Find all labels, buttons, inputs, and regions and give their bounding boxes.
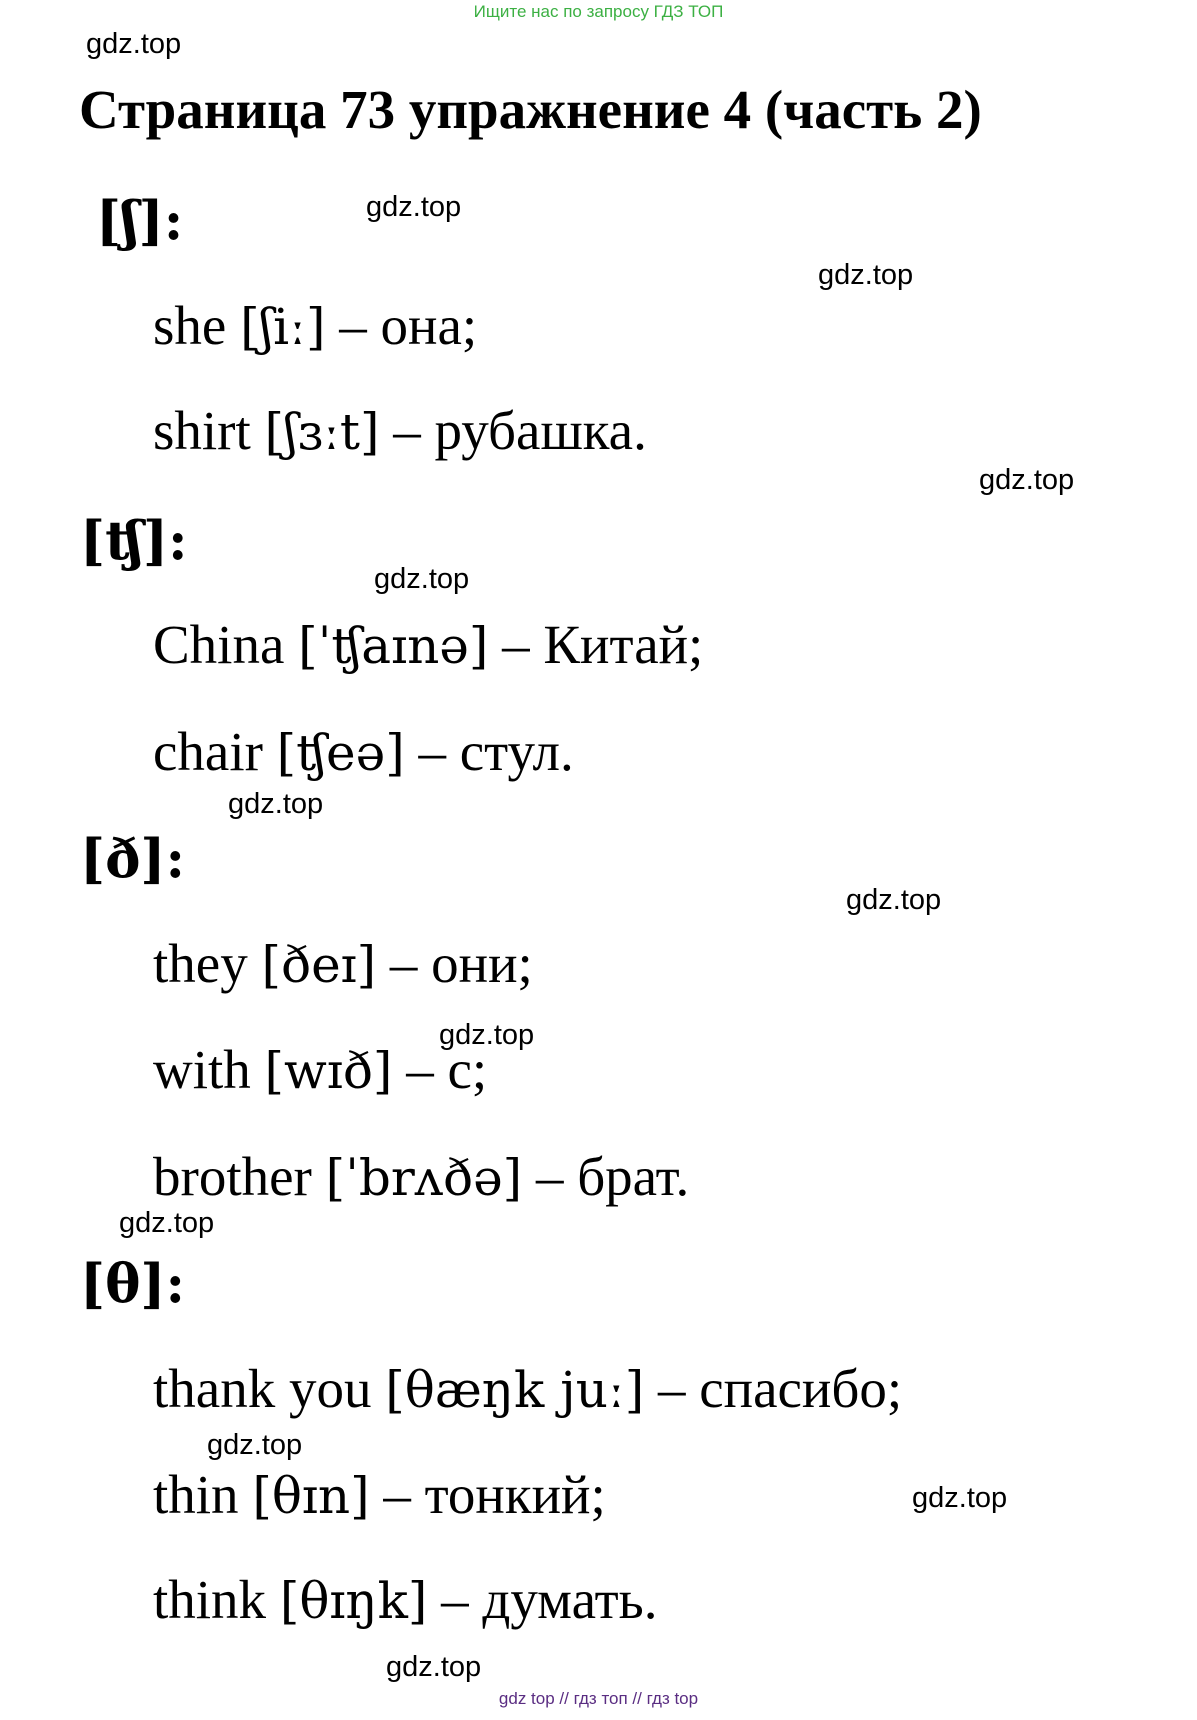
translation: – тонкий; (383, 1464, 606, 1525)
sound-heading: [θ]: (80, 1253, 186, 1315)
transcription: [ʃiː] (240, 298, 326, 356)
word: thin (153, 1464, 239, 1525)
word: they (153, 933, 248, 994)
translation: – они; (389, 933, 533, 994)
sound-heading: [ð]: (80, 828, 186, 890)
word: she (153, 295, 227, 356)
watermark: gdz.top (439, 1019, 535, 1051)
watermark: gdz.top (818, 259, 914, 291)
transcription: [θɪŋk] (279, 1572, 428, 1630)
watermark: gdz.top (912, 1482, 1008, 1514)
word: chair (153, 721, 263, 782)
page-title: Страница 73 упражнение 4 (часть 2) (79, 79, 982, 140)
watermark: gdz.top (86, 28, 182, 60)
word-entry (153, 932, 533, 995)
translation: – рубашка. (393, 400, 647, 461)
transcription: [ˈʧaɪnə] (298, 617, 489, 675)
top-banner[interactable]: Ищите нас по запросу ГДЗ ТОП (473, 2, 724, 21)
watermark: gdz.top (119, 1207, 215, 1239)
word: with (153, 1039, 251, 1100)
translation: – брат. (535, 1146, 690, 1207)
translation: – думать. (441, 1569, 658, 1630)
word: brother (153, 1146, 312, 1207)
transcription: [ðeɪ] (261, 936, 377, 994)
watermark: gdz.top (366, 191, 462, 223)
translation: – стул. (418, 721, 574, 782)
transcription: [ʧeə] (276, 724, 405, 782)
watermark: gdz.top (207, 1429, 303, 1461)
translation: – спасибо; (658, 1358, 903, 1419)
watermark: gdz.top (979, 464, 1075, 496)
transcription: [ˈbrʌðə] (325, 1149, 523, 1207)
word-entry (153, 1038, 487, 1101)
watermark: gdz.top (846, 884, 942, 916)
transcription: [θɪn] (252, 1467, 370, 1525)
word: shirt (153, 400, 251, 461)
word: China (153, 614, 285, 675)
translation: – Китай; (502, 614, 704, 675)
bottom-banner[interactable]: gdz top // гдз топ // гдз top (498, 1689, 699, 1708)
watermark: gdz.top (374, 563, 470, 595)
word: thank you (153, 1358, 372, 1419)
word-entry (153, 1357, 902, 1420)
watermark: gdz.top (228, 788, 324, 820)
watermark: gdz.top (386, 1651, 482, 1683)
word-entry (153, 1568, 657, 1631)
word-entry (153, 1463, 606, 1526)
word: think (153, 1569, 267, 1630)
transcription: [wɪð] (264, 1042, 393, 1100)
word-entry (153, 294, 477, 357)
word-entry (153, 720, 574, 783)
sound-heading: [ʃ]: (96, 190, 184, 252)
word-entry (153, 613, 703, 676)
transcription: [ʃɜːt] (264, 403, 380, 461)
translation: – с; (406, 1039, 488, 1100)
translation: – она; (339, 295, 478, 356)
transcription: [θæŋk juː] (385, 1361, 645, 1419)
word-entry (153, 1145, 689, 1208)
sound-heading: [ʧ]: (80, 510, 188, 572)
word-entry (153, 399, 647, 462)
